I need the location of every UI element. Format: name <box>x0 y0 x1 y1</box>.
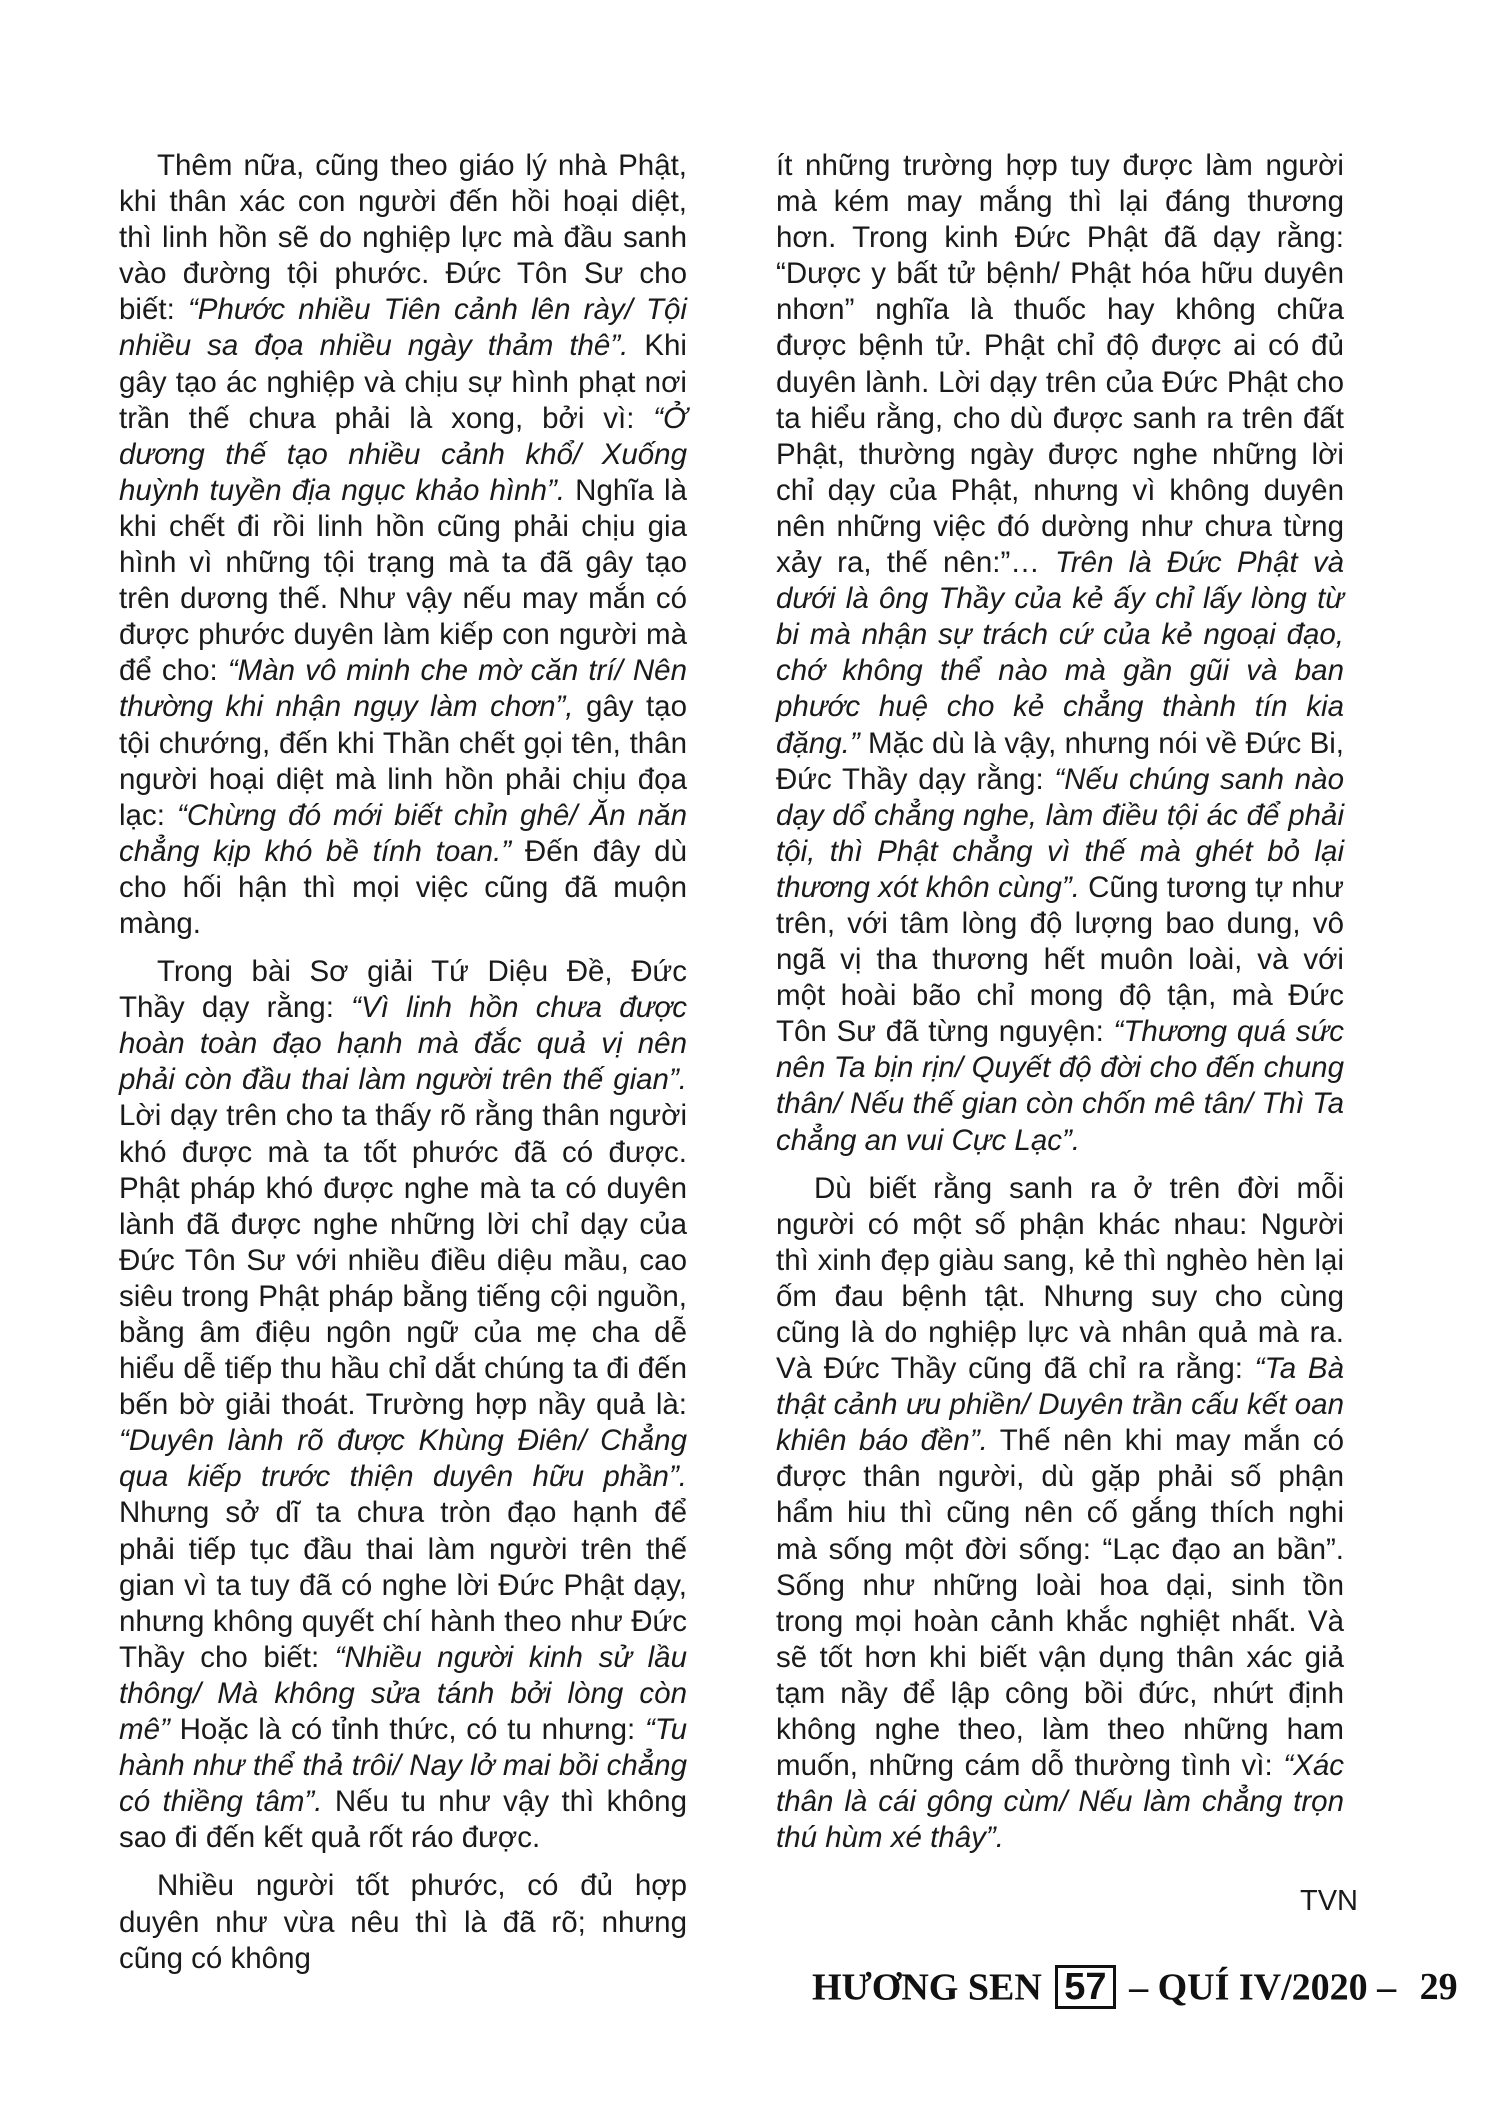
quote-text: “Phước nhiều Tiên cảnh lên rày/ Tội nhiều sa đọa nhiều ngày thảm thê”. <box>119 293 687 363</box>
paragraph <box>119 148 687 942</box>
quote-text: “Nếu chúng sanh nào dạy dổ chẳng nghe, làm điều tội ác để phải tội, thì Phật chẳng vì thế mà ghét bỏ lại thương xót khôn cùng”. <box>776 762 1344 904</box>
page-number: 29 <box>1419 1966 1458 2009</box>
author-signature: TVN <box>1300 1885 1358 1917</box>
paragraph <box>776 1171 1344 1857</box>
quote-text: “Vì linh hồn chưa được hoàn toàn đạo hạnh mà đắc quả vị nên phải còn đầu thai làm người trên thế gian”. <box>119 991 687 1097</box>
issue-period: – QUÍ IV/2020 – <box>1129 1966 1397 2009</box>
body-text: Thế nên khi may mắn có được thân người, dù gặp phải số phận hẩm hiu thì cũng nên cố gắng thích nghi mà sống một đời sống: “Lạc đạo an bần”. Sống như những loài hoa dại, sinh tồn trong mọi hoàn cảnh khắc nghiệt nhất. Và sẽ tốt hơn khi biết vận dụng thân xác giả tạm nầy để lập công bồi đức, nhứt định không nghe theo, làm theo những ham muốn, những cám dỗ thường tình vì: <box>776 1424 1344 1783</box>
body-text: Khi gây tạo ác nghiệp và chịu sự hình phạt nơi trần thế chưa phải là xong, bởi vì: <box>119 329 687 435</box>
quote-text: “Màn vô minh che mờ căn trí/ Nên thường khi nhận ngụy làm chơn”, <box>119 654 687 724</box>
body-text: Mặc dù là vậy, nhưng nói về Đức Bi, Đức Thầy dạy rằng: <box>776 726 1344 796</box>
body-text: Trong bài Sơ giải Tứ Diệu Đề, Đức Thầy dạy rằng: <box>119 955 687 1025</box>
body-text: Đến đây dù cho hối hận thì mọi việc cũng đã muộn màng. <box>119 834 687 940</box>
body-text: Thêm nữa, cũng theo giáo lý nhà Phật, khi thân xác con người đến hồi hoại diệt, thì linh hồn sẽ do nghiệp lực mà đầu sanh vào đường tội phước. Đức Tôn Sư cho biết: <box>119 149 687 327</box>
page-footer <box>812 1962 1458 2009</box>
paragraph <box>119 1868 687 1976</box>
paragraph <box>776 148 1344 1159</box>
quote-text: “Chừng đó mới biết chỉn ghê/ Ăn năn chẳng kịp khó bề tính toan.” <box>119 798 687 868</box>
quote-text: “Duyên lành rõ được Khùng Điên/ Chẳng qua kiếp trước thiện duyên hữu phần”. <box>119 1424 687 1494</box>
body-text: gây tạo tội chướng, đến khi Thần chết gọi tên, thân người hoại diệt mà linh hồn phải chịu đọa lạc: <box>119 690 687 832</box>
left-column <box>119 148 687 1989</box>
quote-text: “Tu hành như thể thả trôi/ Nay lở mai bồi chẳng có thiềng tâm”. <box>119 1713 687 1819</box>
body-text: Nếu tu như vậy thì không sao đi đến kết quả rốt ráo được. <box>119 1785 687 1855</box>
body-text: Dù biết rằng sanh ra ở trên đời mỗi người có một số phận khác nhau: Người thì xinh đẹp giàu sang, kẻ thì nghèo hèn lại ốm đau bệnh tật. Nhưng suy cho cùng cũng là do nghiệp lực và nhân quả mà ra. Và Đức Thầy cũng đã chỉ ra rằng: <box>776 1171 1344 1386</box>
quote-text: “Ta Bà thật cảnh ưu phiền/ Duyên trần cấu kết oan khiên báo đền”. <box>776 1352 1344 1458</box>
quote-text: “Ở dương thế tạo nhiều cảnh khổ/ Xuống huỳnh tuyền địa ngục khảo hình”. <box>119 401 687 507</box>
right-column <box>776 148 1344 1868</box>
quote-text: “Thương quá sức nên Ta bịn rịn/ Quyết độ đời cho đến chung thân/ Nếu thế gian còn chốn mê tân/ Thì Ta chẳng an vui Cực Lạc”. <box>776 1015 1344 1157</box>
body-text: Cũng tương tự như trên, với tâm lòng độ lượng bao dung, vô ngã vị tha thương hết muôn loài, và với một hoài bão chỉ mong độ tận, mà Đức Tôn Sư đã từng nguyện: <box>776 870 1344 1049</box>
paragraph <box>119 954 687 1856</box>
issue-number-box: 57 <box>1055 1965 1115 2009</box>
body-text: Nhưng sở dĩ ta chưa tròn đạo hạnh để phải tiếp tục đầu thai làm người trên thế gian vì ta tuy đã có nghe lời Đức Phật dạy, nhưng không quyết chí hành theo như Đức Thầy cho biết: <box>119 1496 687 1674</box>
publication-name: HƯƠNG SEN <box>812 1966 1042 2009</box>
body-text: ít những trường hợp tuy được làm người mà kém may mắng thì lại đáng thương hơn. Trong kinh Đức Phật đã dạy rằng: “Dược y bất tử bệnh/ Phật hóa hữu duyên nhơn” nghĩa là thuốc hay không chữa được bệnh tử. Phật chỉ độ được ai có đủ duyên lành. Lời dạy trên của Đức Phật cho ta hiểu rằng, cho dù được sanh ra trên đất Phật, thường ngày được nghe những lời chỉ dạy của Phật, nhưng vì không duyên nên những việc đó dường như chưa từng xảy ra, thế nên:”… <box>776 149 1344 580</box>
quote-text: “Xác thân là cái gông cùm/ Nếu làm chẳng trọn thú hùm xé thây”. <box>776 1749 1344 1855</box>
body-text: Hoặc là có tỉnh thức, có tu nhưng: <box>169 1713 645 1747</box>
quote-text: “Nhiều người kinh sử lầu thông/ Mà không sửa tánh bởi lòng còn mê” <box>119 1640 687 1747</box>
body-text: Nhiều người tốt phước, có đủ hợp duyên như vừa nêu thì là đã rõ; nhưng cũng có không <box>119 1869 687 1975</box>
body-text: Lời dạy trên cho ta thấy rõ rằng thân người khó được mà ta tốt phước đã có được. Phật pháp khó được nghe mà ta có duyên lành đã được nghe những lời chỉ dạy của Đức Tôn Sư với nhiều điều diệu mầu, cao siêu trong Phật pháp bằng tiếng cội nguồn, bằng âm điệu ngôn ngữ của mẹ cha dễ hiểu dễ tiếp thu hầu chỉ dắt chúng ta đi đến bến bờ giải thoát. Trường hợp nầy quả là: <box>119 1099 687 1422</box>
quote-text: Trên là Đức Phật và dưới là ông Thầy của kẻ ấy chỉ lấy lòng từ bi mà nhận sự trách cứ của kẻ ngoại đạo, chớ không thể nào mà gần gũi và ban phước huệ cho kẻ chẳng thành tín kia đặng.” <box>776 546 1344 760</box>
body-text: Nghĩa là khi chết đi rồi linh hồn cũng phải chịu gia hình vì những tội trạng mà ta đã gây tạo trên dương thế. Như vậy nếu may mắn có được phước duyên làm kiếp con người mà để cho: <box>119 473 688 688</box>
